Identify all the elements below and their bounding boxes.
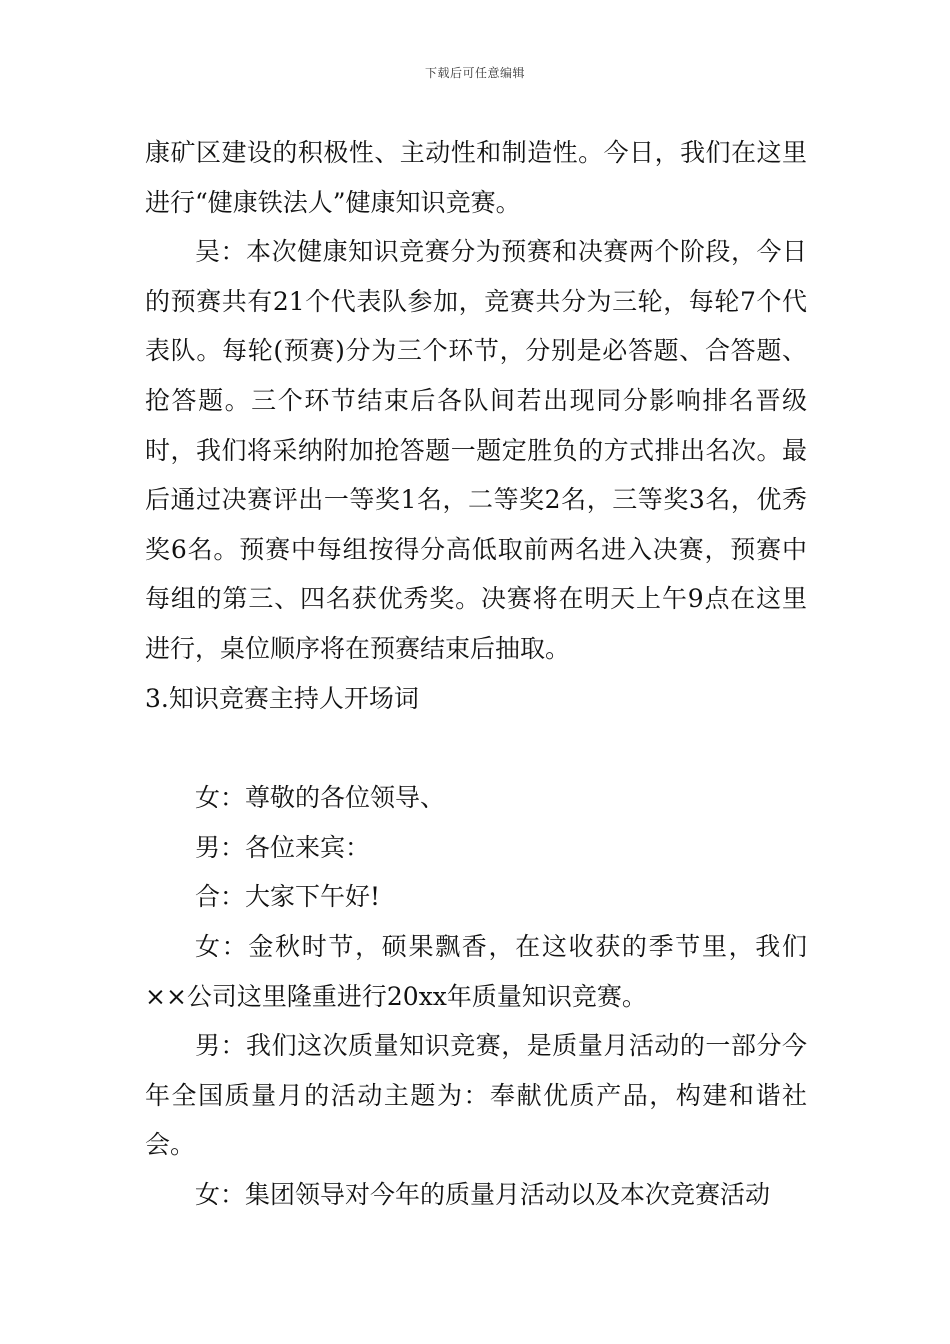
paragraph-competition-rules: 吴：本次健康知识竞赛分为预赛和决赛两个阶段，今日的预赛共有21个代表队参加，竞赛共分为三轮，每轮7个代表队。每轮(预赛)分为三个环节，分别是必答题、合答题、抢答题。三个环节结束后各队间若出现同分影响排名晋级时，我们将采纳附加抢答题一题定胜负的方式排出名次。最后通过决赛评出一等奖1名，二等奖2名，三等奖3名，优秀奖6名。预赛中每组按得分高低取前两名进入决赛，预赛中每组的第三、四名获优秀奖。决赛将在明天上午9点在这里进行，桌位顺序将在预赛结束后抽取。: [145, 237, 807, 663]
page-header-note: 下载后可任意编辑: [424, 66, 525, 80]
paragraph-greeting-together: 合：大家下午好!: [195, 882, 381, 912]
document-body: [145, 128, 807, 1219]
paragraph-autumn-intro: 女：金秋时节，硕果飘香，在这收获的季节里，我们××公司这里隆重进行20xx年质量知识竞赛。: [145, 931, 807, 1011]
section-spacer: [145, 723, 807, 773]
paragraph-greeting-female: 女：尊敬的各位领导、: [195, 783, 446, 813]
paragraph-quality-month: 男：我们这次质量知识竞赛，是质量月活动的一部分今年全国质量月的活动主题为：奉献优质产品，构建和谐社会。: [145, 1031, 807, 1160]
paragraph-greeting-male: 男：各位来宾：: [195, 832, 371, 862]
paragraph-leadership: 女：集团领导对今年的质量月活动以及本次竞赛活动: [195, 1179, 771, 1209]
section-heading: 3.知识竞赛主持人开场词: [145, 683, 419, 713]
paragraph-intro-continuation: 康矿区建设的积极性、主动性和制造性。今日，我们在这里进行“健康铁法人”健康知识竞赛。: [145, 138, 807, 217]
